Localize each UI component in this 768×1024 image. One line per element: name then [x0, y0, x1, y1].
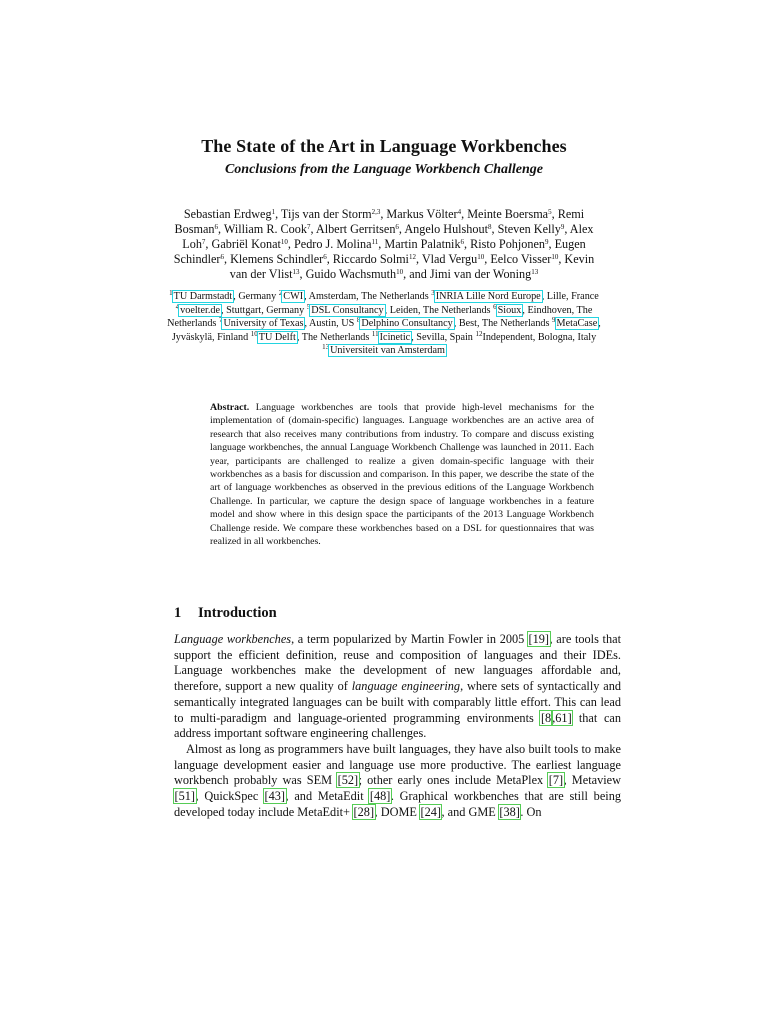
author-affil-mark: 11 — [371, 238, 379, 246]
citation-link[interactable]: [7] — [548, 773, 564, 788]
affil-location: , Best, The Netherlands — [453, 318, 553, 329]
author-name: , Remi Bosman — [174, 207, 585, 236]
paragraph — [174, 742, 621, 821]
affil-mark: 5 — [306, 302, 311, 311]
author-name: , Pedro J. Molina — [287, 237, 372, 251]
affil-mark: 6 — [493, 302, 497, 311]
author-affil-mark: 7 — [306, 223, 311, 231]
abstract-block — [210, 401, 594, 548]
section-number: 1 — [174, 605, 182, 621]
author-name: , Steven Kelly — [491, 222, 561, 236]
affil-link-icinetic[interactable]: Icinetic — [379, 331, 411, 343]
author-affil-mark: 7 — [201, 238, 206, 246]
affil-mark: 11 — [371, 329, 379, 338]
author-name: , Angelo Hulshout — [398, 222, 488, 236]
author-name: , Risto Pohjonen — [464, 237, 545, 251]
text-run: ; other early ones include MetaPlex — [358, 773, 549, 788]
author-name: , Martin Palatnik — [378, 237, 461, 251]
author-name: , Eugen Schindler — [173, 237, 586, 266]
author-name: , Riccardo Solmi — [326, 252, 409, 266]
author-affil-mark: 9 — [560, 223, 565, 231]
affil-link-voelter[interactable]: voelter.de — [180, 304, 221, 316]
author-name: , Albert Gerritsen — [310, 222, 396, 236]
affil-location: , Sevilla, Spain — [411, 331, 476, 343]
affil-link-uva[interactable]: Universiteit van Amsterdam — [330, 345, 445, 356]
affil-link-cwi[interactable]: CWI — [283, 291, 304, 302]
author-name: , Markus Völter — [380, 207, 458, 221]
author-affil-mark: 12 — [408, 253, 416, 261]
paper-subtitle: Conclusions from the Language Workbench Challenge — [224, 162, 544, 177]
text-run: Almost as long as programmers have built languages, they have also built tools to make language development easier and language use more productive. The earliest language workbench probably was SEM — [174, 741, 621, 788]
author-name: , Eelco Visser — [484, 252, 552, 266]
affil-mark: 7 — [218, 316, 223, 324]
text-run: , and GME — [441, 804, 499, 819]
text-run: . On — [520, 804, 542, 819]
affil-mark: 8 — [356, 316, 361, 324]
citation-link[interactable]: [52] — [337, 773, 359, 788]
author-name: , William R. Cook — [217, 222, 307, 236]
author-affil-mark: 6 — [395, 223, 399, 231]
citation-link[interactable]: [43] — [264, 789, 286, 804]
author-affil-mark: 10 — [477, 253, 485, 261]
abstract-text: Language workbenches are tools that provide high-level mechanisms for the implementation of (domain-specific) languages. Language workbenches are an active area of research that also receives many contributions from industry. To compare and discuss existing language workbenches, the annual Language Workbench Challenge was launched in 2011. Each year, participants are challenged to realize a given domain-specific language with their workbenches as a basis for discussion and comparison. In this paper, we describe the state of the art of language workbenches as observed in the previous editions of the Language Workbench Challenge. In particular, we capture the design space of language workbenches in a feature model and show where in this design space the participants of the 2013 Language Workbench Challenge reside. We compare these workbenches based on a DSL for questionnaires that was realized in all workbenches. — [210, 402, 594, 548]
emphasis-term: Language workbenches — [174, 632, 292, 646]
affil-mark: 3 — [431, 289, 435, 297]
text-run: , and MetaEdit — [285, 789, 370, 804]
author-name: , Guido Wachsmuth — [299, 267, 397, 281]
author-name: , Klemens Schindler — [224, 252, 324, 266]
affil-mark: 10 — [250, 329, 258, 338]
author-name: , Tijs van der Storm — [275, 207, 372, 221]
affil-link-inria[interactable]: INRIA Lille Nord Europe — [435, 291, 541, 302]
author-affil-mark: 10 — [396, 268, 404, 276]
author-name: , Gabriël Konat — [205, 237, 281, 251]
introduction-body — [174, 632, 621, 820]
author-affil-mark: 6 — [214, 223, 218, 231]
affil-link-sioux[interactable]: Sioux — [497, 304, 522, 316]
affil-link-metacase[interactable]: MetaCase — [556, 318, 598, 329]
affil-location: Independent, Bologna, Italy — [482, 331, 597, 343]
affiliation-list — [166, 290, 602, 358]
author-name: , Meinte Boersma — [461, 207, 549, 221]
author-affil-mark: 6 — [220, 253, 224, 261]
text-run: , Metaview — [563, 773, 621, 788]
affil-location: , Leiden, The Netherlands — [384, 304, 494, 316]
citation-link[interactable]: [24] — [420, 804, 441, 819]
affil-link-tu-delft[interactable]: TU Delft — [258, 331, 296, 343]
affil-mark: 13 — [322, 343, 330, 351]
affil-link-ut-austin[interactable]: University of Texas — [223, 318, 304, 329]
author-affil-mark: 6 — [460, 238, 465, 246]
citation-link[interactable]: [51] — [174, 789, 195, 804]
author-affil-mark: 10 — [280, 238, 288, 246]
author-affil-mark: 9 — [544, 238, 549, 246]
affil-mark: 9 — [552, 316, 556, 324]
paper-title: The State of the Art in Language Workbenches — [201, 136, 567, 156]
affil-location: , Germany — [233, 291, 279, 302]
affil-location: , Austin, US — [304, 318, 357, 329]
author-name: Sebastian Erdweg — [183, 207, 272, 221]
citation-link[interactable]: [48] — [369, 789, 391, 804]
author-affil-mark: 1 — [271, 208, 276, 216]
affil-location: , The Netherlands — [296, 331, 372, 343]
author-name: , and Jimi van der Woning — [403, 267, 532, 281]
author-affil-mark: 2,3 — [371, 208, 381, 216]
affil-location: , Stuttgart, Germany — [221, 304, 307, 316]
author-affil-mark: 13 — [292, 268, 300, 276]
author-name: , Kevin van der Vlist — [229, 252, 595, 281]
text-run: , where sets of syntactically and semantically integrated languages can be built with comparably little effort. This can lead to multi-paradigm and language-oriented programming environments — [174, 679, 621, 725]
text-run: . Graphical workbenches that are still being developed today include MetaEdit+ — [174, 789, 621, 819]
affil-mark: 2 — [278, 289, 283, 297]
author-name: , Vlad Vergu — [415, 252, 478, 266]
author-affil-mark: 8 — [487, 223, 492, 231]
author-affil-mark: 6 — [323, 253, 327, 261]
affil-location: , Lille, France — [541, 291, 599, 302]
citation-link[interactable]: [28] — [353, 804, 375, 819]
citation-link[interactable]: [38] — [499, 804, 520, 819]
author-affil-mark: 10 — [551, 253, 559, 261]
affil-mark: 12 — [475, 329, 483, 338]
section-title: Introduction — [198, 605, 277, 621]
affil-link-delphino[interactable]: Delphino Consultancy — [361, 318, 453, 329]
section-heading — [174, 605, 277, 622]
affil-link-dsl-consultancy[interactable]: DSL Consultancy — [311, 304, 384, 316]
citation-link[interactable]: [8 — [540, 710, 552, 725]
affil-location: , Eindhoven, The Netherlands — [167, 304, 593, 329]
affil-mark: 1 — [169, 289, 173, 297]
abstract-label: Abstract. — [210, 402, 250, 413]
text-run: , are tools that support the efficient definition, reuse and composition of languages and their IDEs. Language workbenches make the development of new languages affordable and, therefore, support a new quality of — [174, 632, 621, 694]
text-run: , QuickSpec — [195, 789, 265, 804]
text-run: that can address important software engineering challenges. — [174, 710, 622, 741]
author-list — [168, 207, 600, 282]
text-run: , DOME — [374, 804, 420, 819]
citation-link[interactable]: [19] — [528, 632, 550, 646]
affil-location: , Jyväskylä, Finland — [171, 318, 601, 343]
paragraph — [174, 632, 621, 742]
affil-link-tu-darmstadt[interactable]: TU Darmstadt — [173, 291, 233, 302]
text-run: , a term popularized by Martin Fowler in 2005 — [291, 632, 529, 646]
author-affil-mark: 5 — [548, 208, 552, 216]
emphasis-term: language engineering — [351, 679, 461, 694]
author-name: , Alex Loh — [182, 222, 594, 251]
author-affil-mark: 4 — [457, 208, 462, 216]
affil-location: , Amsterdam, The Netherlands — [304, 291, 432, 302]
affil-mark: 4 — [175, 302, 180, 311]
author-affil-mark: 13 — [531, 268, 539, 276]
citation-link[interactable]: ,61] — [552, 710, 572, 725]
